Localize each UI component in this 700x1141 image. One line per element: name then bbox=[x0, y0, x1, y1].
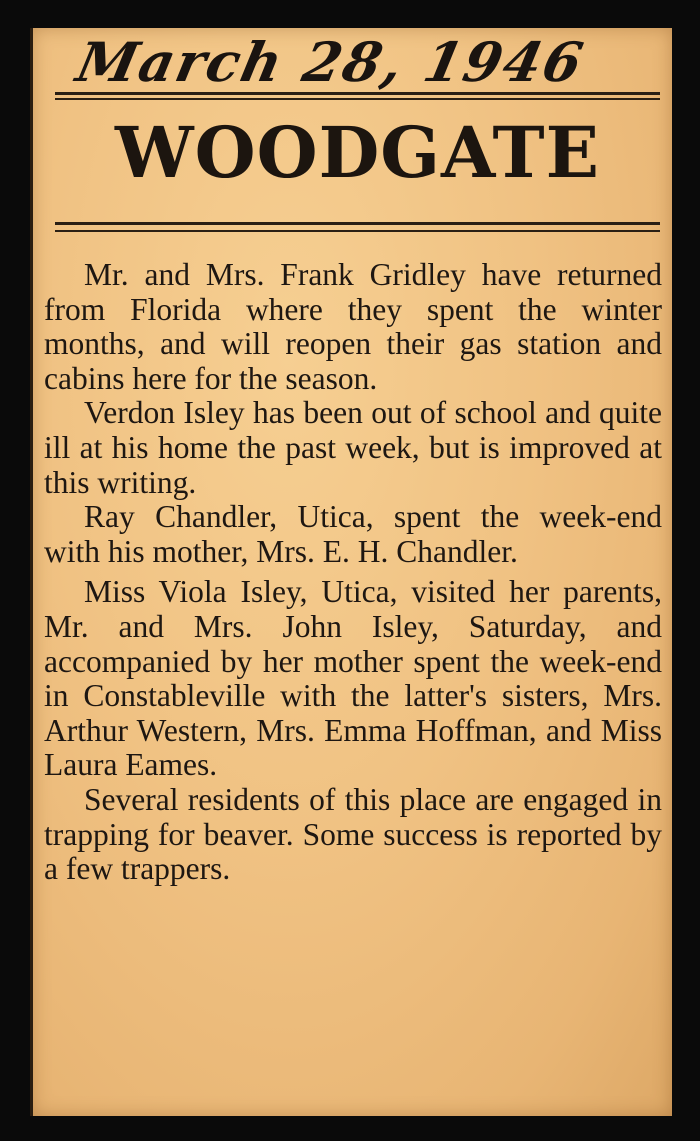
headline-rule-bottom bbox=[55, 230, 660, 232]
paragraph-2: Verdon Isley has been out of school and quite ill at his home the past week, but is improved at this writing. bbox=[44, 395, 662, 500]
date-underline bbox=[55, 92, 660, 95]
date-underline-2 bbox=[55, 98, 660, 100]
paragraph-3: Ray Chandler, Utica, spent the week-end with his mother, Mrs. E. H. Chandler. bbox=[44, 499, 662, 569]
headline-rule-top bbox=[55, 222, 660, 225]
headline: WOODGATE bbox=[115, 111, 600, 194]
paragraph-1: Mr. and Mrs. Frank Gridley have returned from Florida where they spent the winter months, and will reopen their gas station and cabins here for the season. bbox=[44, 257, 662, 396]
date-text: March 28, 1946 bbox=[71, 30, 591, 94]
clipping-left-edge bbox=[30, 28, 33, 1116]
article-body bbox=[44, 258, 662, 887]
paragraph-4: Miss Viola Isley, Utica, visited her parents, Mr. and Mrs. John Isley, Saturday, and accompanied by her mother spent the week-end in Constableville with the latter's sisters, Mrs. Arthur Western, Mrs. Emma Hoffman, and Miss Laura Eames. bbox=[44, 574, 662, 783]
paragraph-5: Several residents of this place are engaged in trapping for beaver. Some success is reported by a few trappers. bbox=[44, 781, 662, 887]
